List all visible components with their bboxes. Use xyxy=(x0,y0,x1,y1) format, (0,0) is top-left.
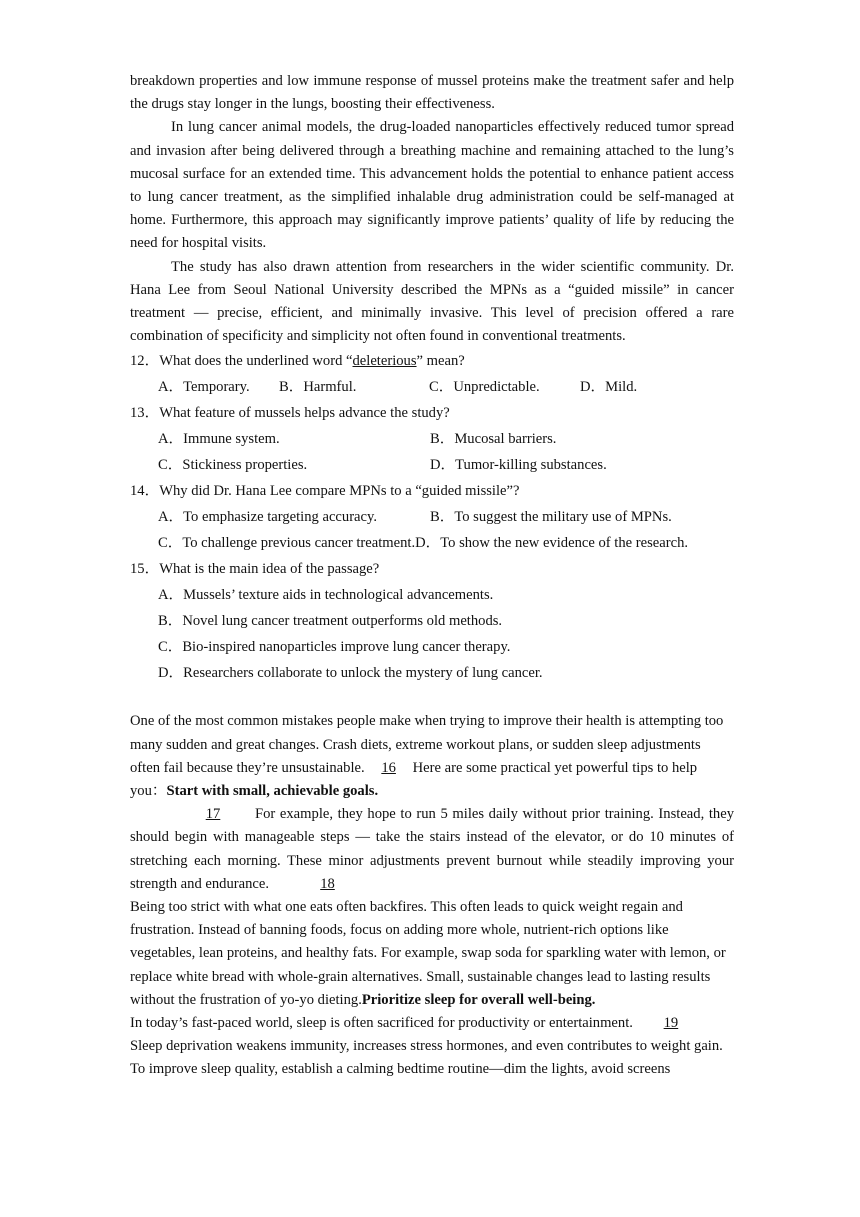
question-12-stem-end: ” mean? xyxy=(416,353,465,370)
question-12-option-a[interactable]: A．Temporary. xyxy=(158,379,250,396)
blank-19[interactable]: 19 xyxy=(663,1015,679,1032)
passage2-paragraph-2-text: For example, they hope to run 5 miles daily without prior training. Instead, they should begin with manageable steps — take the stairs instead of the elevator, or do 10 minutes of stretching each morning. These minor adjustments prevent burnout while steadily improving your strength and endurance. xyxy=(130,806,734,892)
passage2-paragraph-1-text: One of the most common mistakes people make when trying to improve their health is attempting too many sudden and great changes. Crash diets, extreme workout plans, or sudden sleep adjustments often fail because they’re unsustainable. xyxy=(130,713,724,776)
question-12-stem-start: 12．What does the underlined word “ xyxy=(130,353,353,370)
question-15-stem: 15．What is the main idea of the passage? xyxy=(130,561,380,578)
passage2-paragraph-4-text: In today’s fast-paced world, sleep is often sacrificed for productivity or entertainment. xyxy=(130,1015,633,1032)
question-14-option-c[interactable]: C．To challenge previous cancer treatment. xyxy=(158,535,416,552)
question-15-option-d[interactable]: D．Researchers collaborate to unlock the mystery of lung cancer. xyxy=(158,665,543,682)
passage2-paragraph-3-text: Being too strict with what one eats often backfires. This often leads to quick weight regain and frustration. Instead of banning foods, focus on adding more whole, nutrient-rich options like vegetables, lean proteins, and healthy fats. For example, swap soda for sparkling water with lemon, or replace white bread with whole-grain alternatives. Small, sustainable changes lead to lasting results without the frustration of yo-yo dieting. xyxy=(130,899,726,1008)
question-12-options xyxy=(130,374,734,400)
underlined-word: deleterious xyxy=(352,353,417,370)
heading-prioritize-sleep: Prioritize sleep for overall well-being. xyxy=(361,991,596,1008)
question-13-options-row-2 xyxy=(130,452,734,478)
question-15-option-b[interactable]: B．Novel lung cancer treatment outperforms old methods. xyxy=(158,613,503,630)
question-13-option-d[interactable]: D．Tumor-killing substances. xyxy=(430,457,607,474)
question-13-option-a[interactable]: A．Immune system. xyxy=(158,431,280,448)
passage2-paragraph-1 xyxy=(130,710,734,803)
passage2-paragraph-4-continuation: Sleep deprivation weakens immunity, increases stress hormones, and even contributes to weight gain. To improve sleep quality, establish a calming bedtime routine—dim the lights, avoid screens xyxy=(130,1038,723,1078)
passage2-paragraph-4 xyxy=(130,1012,734,1082)
question-14-option-a[interactable]: A．To emphasize targeting accuracy. xyxy=(158,509,378,526)
heading-small-goals: Start with small, achievable goals. xyxy=(166,783,379,800)
question-12-option-c[interactable]: C．Unpredictable. xyxy=(429,379,540,396)
passage1-paragraph-1: In lung cancer animal models, the drug-loaded nanoparticles effectively reduced tumor spread and invasion after being delivered through a breathing machine and remaining attached to the lung’s mucosal surface for an extended time. This advancement holds the potential to enhance patient access to lung cancer treatment, as the simplified inhalable drug administration could be self-managed at home. Furthermore, this approach may significantly improve patients’ quality of life by reducing the need for hospital visits. xyxy=(130,119,734,252)
question-14-options-row-1 xyxy=(130,504,734,530)
question-15-option-a[interactable]: A．Mussels’ texture aids in technological advancements. xyxy=(158,587,494,604)
blank-18[interactable]: 18 xyxy=(320,875,335,892)
passage2-paragraph-3 xyxy=(130,896,734,1012)
passage2-paragraph-1-continuation: Here are some practical yet powerful tips to help you： xyxy=(130,759,698,800)
document-page xyxy=(130,70,734,1082)
section-gap xyxy=(130,686,734,710)
question-14-options-row-2 xyxy=(130,530,734,556)
question-14-option-d[interactable]: D．To show the new evidence of the research. xyxy=(415,535,689,552)
question-13-options-row-1 xyxy=(130,426,734,452)
question-12-option-b[interactable]: B．Harmful. xyxy=(279,379,357,396)
question-12-option-d[interactable]: D．Mild. xyxy=(580,379,638,396)
question-14-option-b[interactable]: B．To suggest the military use of MPNs. xyxy=(430,509,672,526)
passage1-paragraph-0: breakdown properties and low immune response of mussel proteins make the treatment safer and help the drugs stay longer in the lungs, boosting their effectiveness. xyxy=(130,73,734,113)
passage1-paragraph-2: The study has also drawn attention from researchers in the wider scientific community. Dr. Hana Lee from Seoul National University described the MPNs as a “guided missile” in cancer treatment — precise, efficient, and minimally invasive. This level of precision offered a rare combination of specificity and simplicity not often found in conventional treatments. xyxy=(130,258,734,345)
question-15-option-c[interactable]: C．Bio-inspired nanoparticles improve lung cancer therapy. xyxy=(158,639,511,656)
question-12-stem xyxy=(130,348,734,374)
blank-16[interactable]: 16 xyxy=(381,759,396,776)
question-14-stem: 14．Why did Dr. Hana Lee compare MPNs to a “guided missile”? xyxy=(130,483,520,500)
question-13-stem: 13．What feature of mussels helps advance the study? xyxy=(130,405,450,422)
question-13-option-b[interactable]: B．Mucosal barriers. xyxy=(430,431,557,448)
blank-17[interactable]: 17 xyxy=(205,806,221,823)
passage2-paragraph-2 xyxy=(130,803,734,896)
question-13-option-c[interactable]: C．Stickiness properties. xyxy=(158,457,308,474)
